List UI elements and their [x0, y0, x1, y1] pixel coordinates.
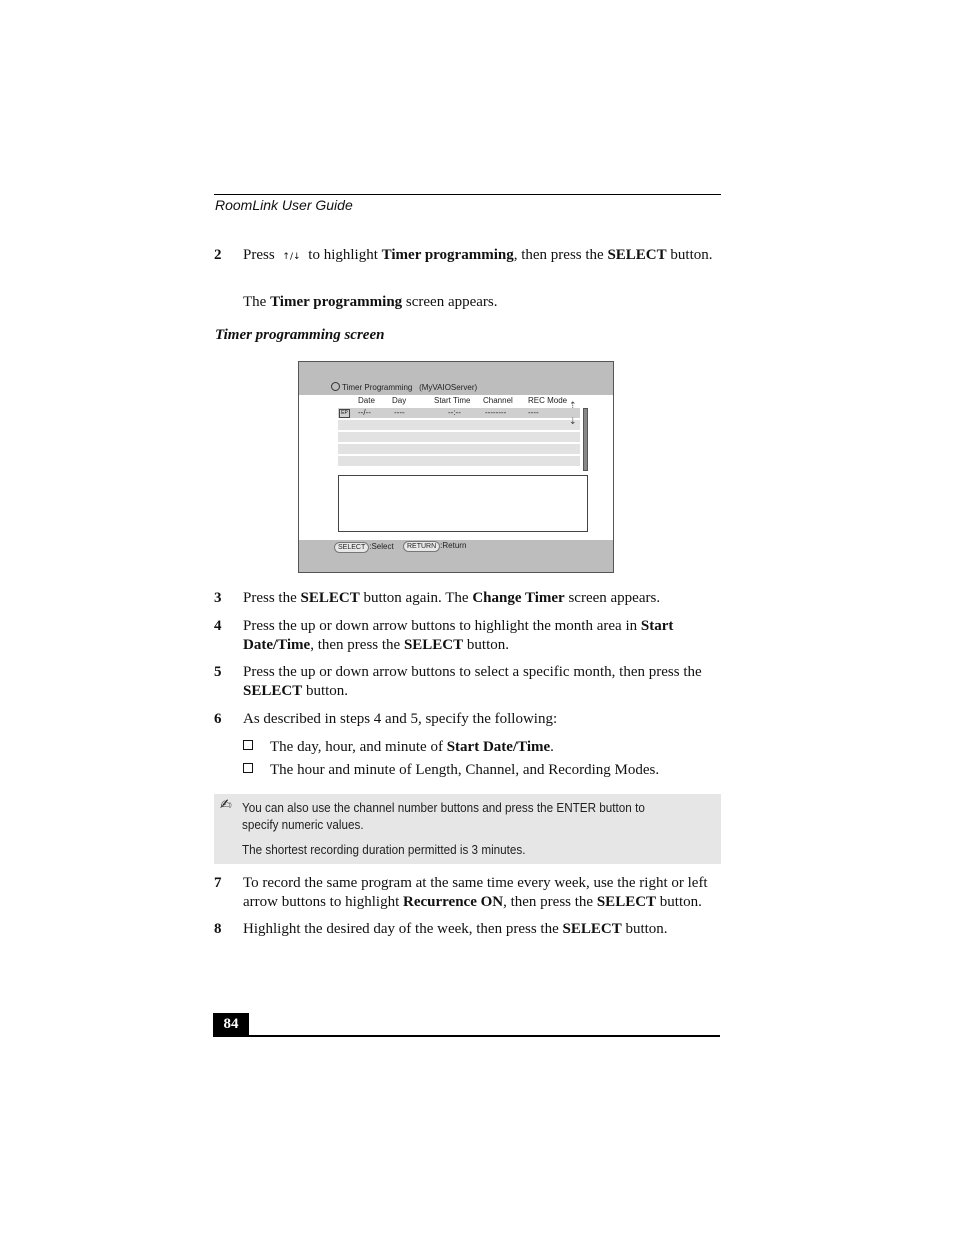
term-start-date-time: Start Date/Time — [446, 739, 551, 755]
col-start-time: Start Time — [434, 396, 471, 405]
col-day: Day — [392, 396, 407, 405]
term-change-timer: Change Timer — [472, 590, 565, 606]
step-text: button. — [625, 921, 668, 937]
scroll-down-icon: ⇣ — [569, 416, 577, 426]
step-text: To record the same program at the same time every week, use the right or left arrow buttons to highlight — [243, 875, 708, 910]
timer-programming-screen — [298, 361, 614, 573]
term-timer-programming: Timer programming — [270, 294, 403, 310]
detail-box — [338, 475, 588, 532]
step-6 — [214, 710, 722, 729]
footer-rule — [213, 1035, 720, 1037]
step-text: button. — [670, 247, 713, 263]
term-select: SELECT — [562, 921, 622, 937]
row-channel: -------- — [485, 408, 507, 417]
row-date: --/-- — [358, 408, 371, 417]
step-text: Highlight the desired day of the week, then press the — [243, 921, 559, 937]
footer-return-hint — [403, 541, 466, 552]
footer-select-hint — [334, 542, 394, 553]
step-8 — [214, 920, 722, 939]
step-number: 5 — [214, 664, 222, 680]
timer-clock-icon — [331, 382, 340, 391]
col-rec-mode: REC Mode — [528, 396, 568, 405]
term-select: SELECT — [596, 894, 657, 910]
term-select: SELECT — [403, 637, 464, 653]
term-start-date-time: Start Date/Time — [243, 618, 674, 653]
step-text: Press — [243, 247, 275, 263]
step-number: 6 — [214, 711, 222, 727]
bullet-text: The hour and minute of Length, Channel, and Recording Modes. — [270, 762, 660, 778]
row-start-time: --:-- — [448, 408, 461, 417]
term-select: SELECT — [243, 683, 303, 699]
step-4 — [214, 617, 722, 655]
term-select: SELECT — [300, 590, 360, 606]
para-text: The — [243, 294, 267, 310]
timer-row[interactable] — [338, 420, 580, 430]
bullet-text: . — [550, 739, 554, 755]
checkbox-bullet-icon — [243, 740, 253, 750]
note-text: The shortest recording duration permitted is 3 minutes. — [242, 842, 526, 857]
figure-caption: Timer programming screen — [215, 327, 385, 343]
step-number: 4 — [214, 618, 222, 634]
server-name: (MyVAIOServer) — [419, 383, 478, 392]
bullet-item — [243, 761, 721, 780]
ep-icon: EP — [339, 409, 350, 418]
term-select: SELECT — [607, 247, 667, 263]
step-number: 8 — [214, 921, 222, 937]
row-day: ---- — [394, 408, 405, 417]
timer-row[interactable] — [338, 456, 580, 466]
timer-row[interactable] — [338, 444, 580, 454]
step-2-result — [243, 293, 721, 312]
scroll-up-icon: ⇡ — [569, 400, 577, 410]
step-text: button. — [659, 894, 702, 910]
step-text: screen appears. — [568, 590, 661, 606]
step-number: 3 — [214, 590, 222, 606]
step-text: Press the up or down arrow buttons to select a specific month, then press the — [243, 664, 702, 680]
col-channel: Channel — [483, 396, 513, 405]
page-number: 84 — [213, 1013, 249, 1036]
note-box — [214, 794, 721, 864]
step-text: , then press the — [310, 637, 401, 653]
term-recurrence-on: Recurrence ON — [403, 894, 504, 910]
step-number: 7 — [214, 875, 222, 891]
step-text: to highlight — [308, 247, 378, 263]
select-key-icon: SELECT — [334, 542, 369, 553]
step-2 — [214, 246, 722, 267]
step-text: button. — [305, 683, 349, 699]
step-text: button. — [466, 637, 509, 653]
term-timer-programming: Timer programming — [381, 247, 514, 263]
para-text: screen appears. — [405, 294, 498, 310]
timer-row[interactable] — [338, 432, 580, 442]
step-text: As described in steps 4 and 5, specify the following: — [243, 711, 558, 727]
step-7 — [214, 874, 722, 912]
step-text: Press the — [243, 590, 297, 606]
up-down-arrow-icon: ↑/↓ — [282, 252, 301, 262]
col-date: Date — [358, 396, 375, 405]
scrollbar[interactable] — [583, 408, 588, 471]
select-hint-label: :Select — [369, 542, 394, 551]
header-rule — [214, 194, 721, 195]
bullet-text: The day, hour, and minute of — [270, 739, 443, 755]
bullet-item — [243, 738, 721, 757]
running-header: RoomLink User Guide — [215, 197, 353, 213]
step-number: 2 — [214, 247, 222, 263]
return-hint-label: :Return — [440, 541, 467, 550]
return-key-icon: RETURN — [403, 541, 440, 552]
step-text: Press the up or down arrow buttons to highlight the month area in — [243, 618, 638, 634]
row-rec-mode: ---- — [528, 408, 539, 417]
step-text: , then press the — [513, 247, 604, 263]
note-pencil-icon: ✍ — [220, 797, 232, 813]
step-3 — [214, 589, 722, 608]
step-5 — [214, 663, 722, 701]
step-text: , then press the — [503, 894, 594, 910]
screen-title — [331, 382, 477, 392]
note-text: You can also use the channel number buttons and press the ENTER button to specify numeric values. — [242, 800, 645, 832]
step-text: button again. The — [363, 590, 469, 606]
checkbox-bullet-icon — [243, 763, 253, 773]
screen-title-text: Timer Programming — [342, 383, 413, 392]
timer-row-selected[interactable] — [338, 408, 580, 418]
